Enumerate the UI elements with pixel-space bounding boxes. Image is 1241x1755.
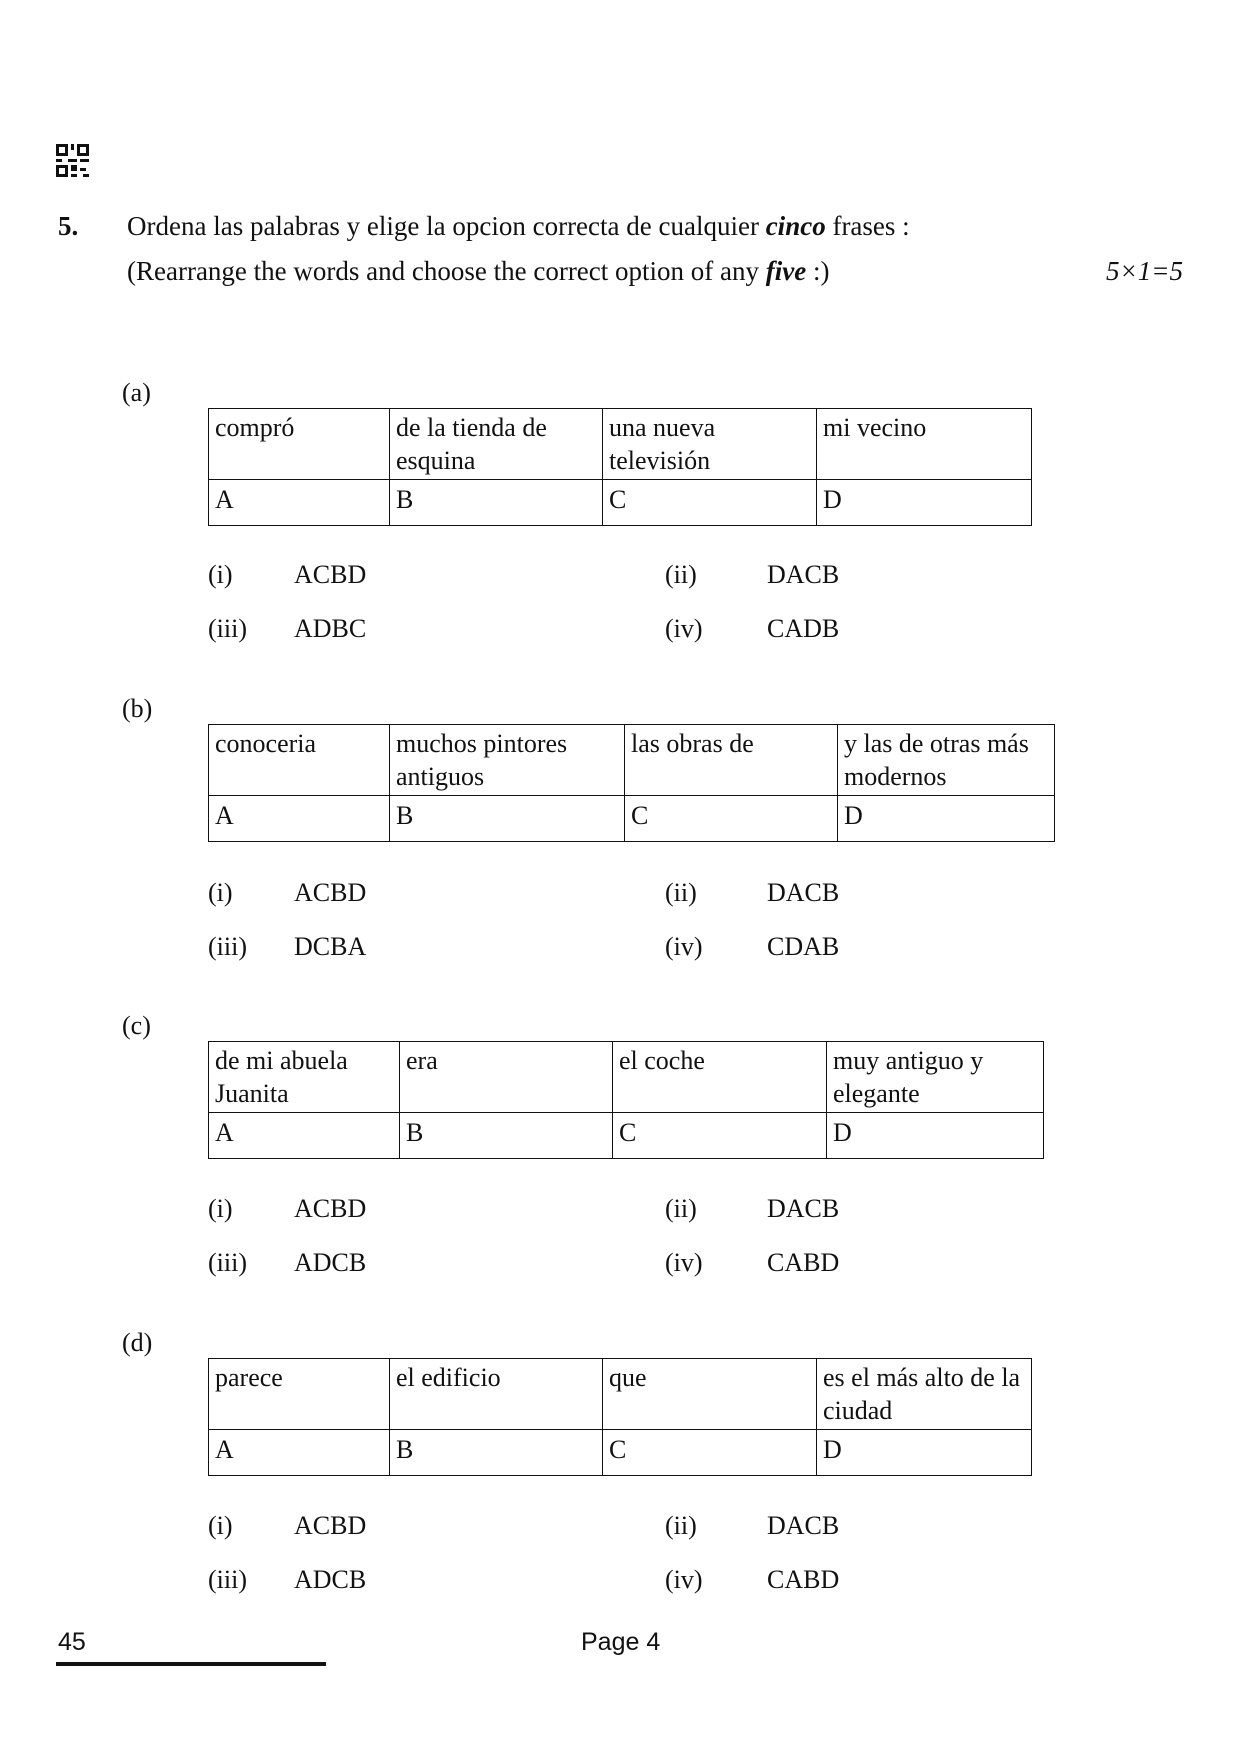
option-answer[interactable]: ACBD: [294, 560, 367, 589]
word-cell: mi vecino: [817, 409, 1032, 480]
option-answer[interactable]: CABD: [767, 1565, 840, 1594]
word-cell: el edificio: [390, 1359, 603, 1430]
word-cell: compró: [209, 409, 390, 480]
word-cell: era: [400, 1042, 613, 1113]
option-answer[interactable]: ADCB: [294, 1565, 367, 1594]
letter-cell: C: [613, 1113, 827, 1159]
letter-cell: A: [209, 480, 390, 526]
option-number: (ii): [665, 878, 697, 907]
option-number: (iv): [665, 614, 703, 643]
question-marks: 5×1=5: [1106, 256, 1183, 286]
item-label: (c): [122, 1011, 151, 1040]
option-answer[interactable]: DCBA: [294, 932, 367, 961]
letter-cell: A: [209, 1113, 400, 1159]
option-answer[interactable]: ADBC: [294, 614, 367, 643]
word-cell: muchos pintores antiguos: [390, 725, 625, 796]
letter-cell: D: [817, 1430, 1032, 1476]
option-number: (i): [208, 1194, 233, 1223]
letter-cell: B: [390, 796, 625, 842]
option-number: (iv): [665, 1565, 703, 1594]
word-table: [208, 1358, 1032, 1476]
letter-cell: D: [817, 480, 1032, 526]
page-number: Page 4: [581, 1628, 661, 1656]
word-cell: una nueva televisión: [603, 409, 817, 480]
word-table: [208, 408, 1032, 526]
word-cell: y las de otras más modernos: [838, 725, 1055, 796]
qr-code-icon: [56, 144, 89, 177]
option-answer[interactable]: ACBD: [294, 1194, 367, 1223]
option-number: (i): [208, 1511, 233, 1540]
question-number: 5.: [58, 211, 79, 241]
letter-cell: C: [625, 796, 838, 842]
word-cell: de la tienda de esquina: [390, 409, 603, 480]
option-answer[interactable]: DACB: [767, 560, 840, 589]
item-label: (b): [122, 694, 153, 723]
option-answer[interactable]: DACB: [767, 1194, 840, 1223]
letter-cell: B: [400, 1113, 613, 1159]
option-answer[interactable]: DACB: [767, 1511, 840, 1540]
option-answer[interactable]: CABD: [767, 1248, 840, 1277]
option-answer[interactable]: ADCB: [294, 1248, 367, 1277]
word-cell: de mi abuela Juanita: [209, 1042, 400, 1113]
word-cell: conoceria: [209, 725, 390, 796]
word-cell: que: [603, 1359, 817, 1430]
option-answer[interactable]: ACBD: [294, 1511, 367, 1540]
letter-cell: B: [390, 1430, 603, 1476]
option-number: (iii): [208, 1248, 247, 1277]
option-number: (ii): [665, 1511, 697, 1540]
option-number: (iii): [208, 1565, 247, 1594]
letter-cell: C: [603, 1430, 817, 1476]
option-number: (iii): [208, 932, 247, 961]
option-answer[interactable]: ACBD: [294, 878, 367, 907]
word-table: [208, 1041, 1044, 1159]
letter-cell: A: [209, 1430, 390, 1476]
word-table: [208, 724, 1055, 842]
option-answer[interactable]: CADB: [767, 614, 840, 643]
letter-cell: B: [390, 480, 603, 526]
word-cell: el coche: [613, 1042, 827, 1113]
word-cell: muy antiguo y elegante: [827, 1042, 1044, 1113]
option-answer[interactable]: DACB: [767, 878, 840, 907]
option-number: (i): [208, 560, 233, 589]
word-cell: es el más alto de la ciudad: [817, 1359, 1032, 1430]
option-number: (i): [208, 878, 233, 907]
letter-cell: D: [827, 1113, 1044, 1159]
question-instruction-spanish: Ordena las palabras y elige la opcion correcta de cualquier cinco frases :: [127, 211, 910, 241]
footer-code: 45: [58, 1628, 86, 1656]
letter-cell: D: [838, 796, 1055, 842]
option-number: (iv): [665, 932, 703, 961]
option-number: (ii): [665, 560, 697, 589]
question-instruction-english: (Rearrange the words and choose the correct option of any five :): [127, 256, 830, 286]
option-number: (iii): [208, 614, 247, 643]
item-label: (d): [122, 1328, 153, 1357]
option-answer[interactable]: CDAB: [767, 932, 840, 961]
letter-cell: C: [603, 480, 817, 526]
option-number: (ii): [665, 1194, 697, 1223]
word-cell: las obras de: [625, 725, 838, 796]
footer-rule: [56, 1662, 326, 1666]
letter-cell: A: [209, 796, 390, 842]
item-label: (a): [122, 378, 151, 407]
option-number: (iv): [665, 1248, 703, 1277]
word-cell: parece: [209, 1359, 390, 1430]
